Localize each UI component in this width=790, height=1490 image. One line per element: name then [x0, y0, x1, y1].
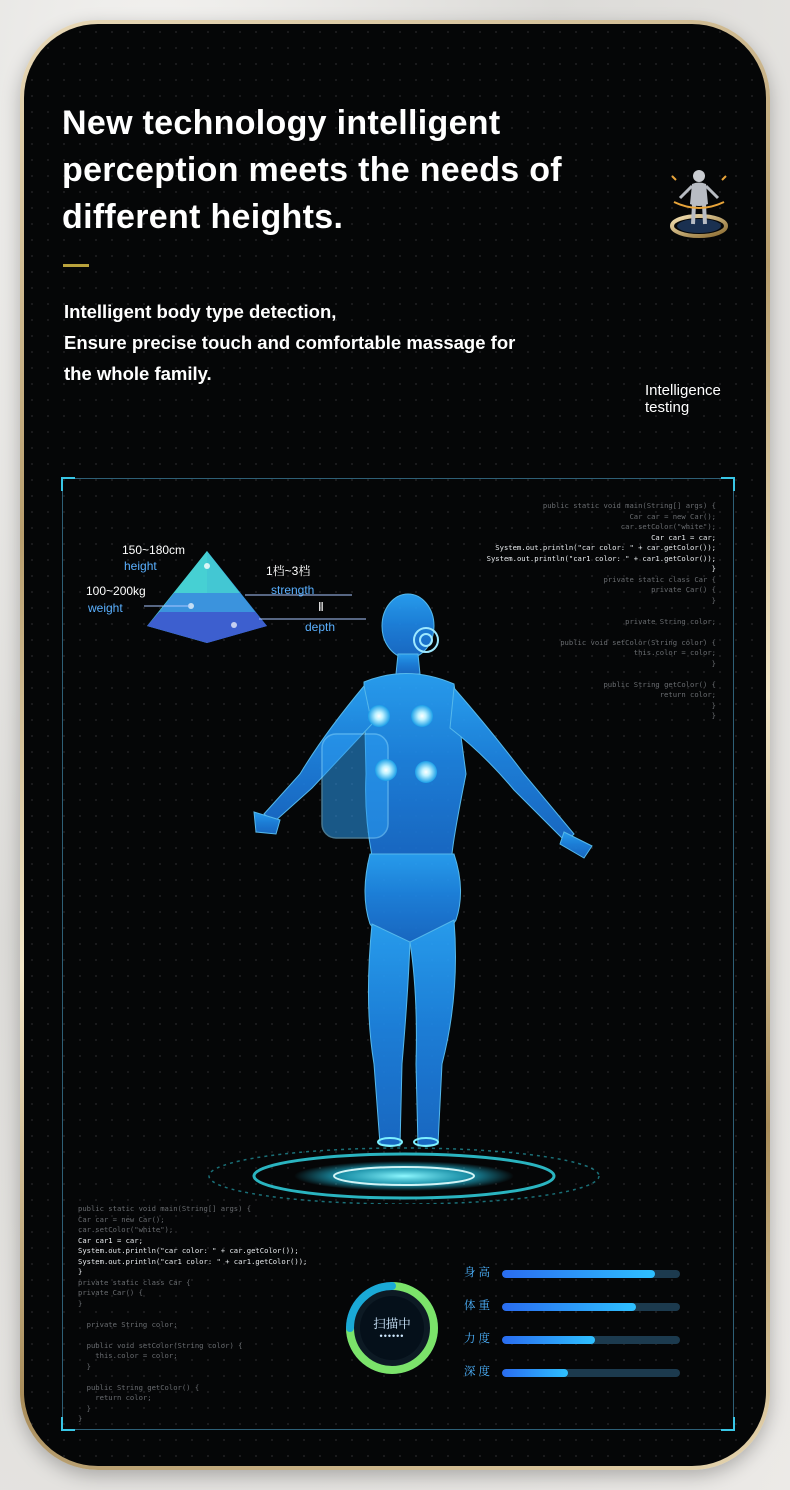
code-line	[78, 1372, 307, 1383]
weight-value: 100~200kg	[86, 584, 146, 598]
height-label: height	[124, 559, 157, 573]
headline-line-2: perception meets the needs of	[62, 151, 562, 189]
metric-row-strength: 力度	[464, 1330, 704, 1350]
code-line	[78, 1309, 307, 1320]
code-line: System.out.println("car color: " + car.getColor());	[78, 1246, 299, 1255]
code-line: }	[78, 1267, 83, 1276]
code-line: this.color = color;	[633, 648, 716, 657]
code-line: System.out.println("car1 color: " + car1.getColor());	[486, 553, 716, 563]
hologram-body-figure	[204, 564, 624, 1204]
code-line: return color;	[78, 1393, 152, 1402]
code-line: System.out.println("car1 color: " + car1.getColor());	[78, 1256, 308, 1266]
code-line: }	[78, 1403, 91, 1413]
scan-status-label: 扫描中	[373, 1317, 411, 1331]
code-line: private static class Car {	[78, 1277, 191, 1287]
metric-row-depth: 深度	[464, 1363, 704, 1383]
strength-value: 1档~3档	[266, 564, 311, 578]
code-line: return color;	[659, 690, 716, 699]
headline-line-1: New technology intelligent	[62, 104, 501, 142]
depth-value: Ⅱ	[318, 600, 324, 614]
code-line: car.setColor("white");	[78, 1225, 174, 1234]
code-line: private Car() {	[651, 585, 716, 594]
corner-marker	[61, 477, 75, 491]
code-line: Car car1 = car;	[651, 532, 716, 542]
device-screen	[24, 24, 766, 1466]
subtitle-line-2: Ensure precise touch and comfortable massage for	[64, 332, 516, 353]
scan-status	[344, 1280, 440, 1376]
code-line: }	[711, 711, 716, 720]
code-line: Car car1 = car;	[78, 1235, 143, 1245]
subtitle	[64, 296, 624, 389]
strength-label: strength	[271, 583, 315, 597]
code-line: System.out.println("car color: " + car.getColor());	[495, 543, 716, 552]
headline-line-3: different heights.	[62, 198, 344, 236]
code-line: public String getColor() {	[78, 1382, 200, 1392]
code-line: public static void main(String[] args) {	[78, 1204, 252, 1213]
code-line: }	[711, 658, 716, 668]
height-value: 150~180cm	[122, 543, 186, 557]
corner-marker	[721, 1417, 735, 1431]
metric-fill	[502, 1336, 595, 1344]
metric-fill	[502, 1270, 655, 1278]
code-line	[78, 1330, 307, 1341]
headline	[62, 100, 622, 241]
code-snippet-bottom	[78, 1204, 307, 1425]
code-line: public static void main(String[] args) {	[542, 501, 716, 510]
scan-status-dots: ••••••	[379, 1331, 405, 1341]
code-line: }	[78, 1414, 83, 1423]
body-scan-icon	[666, 164, 732, 244]
code-line: }	[711, 595, 716, 605]
code-line: Car car = new Car();	[629, 511, 716, 521]
accent-divider	[63, 264, 89, 267]
subtitle-line-1: Intelligent body type detection,	[64, 301, 337, 322]
corner-marker	[721, 477, 735, 491]
code-line: private Car() {	[78, 1288, 143, 1297]
code-line: Car car = new Car();	[78, 1214, 165, 1224]
code-line: public void setColor(String color) {	[78, 1340, 243, 1350]
metric-row-weight: 体重	[464, 1297, 704, 1317]
intelligence-testing-label: Intelligence testing	[645, 382, 721, 416]
code-line: this.color = color;	[78, 1351, 178, 1360]
code-line: }	[711, 700, 716, 710]
code-line: }	[78, 1298, 83, 1308]
weight-label: weight	[88, 601, 123, 615]
code-line: private String color;	[625, 616, 716, 626]
code-line: }	[78, 1361, 91, 1371]
code-line: public String getColor() {	[603, 679, 716, 689]
corner-marker	[61, 1417, 75, 1431]
code-line: car.setColor("white");	[620, 522, 716, 531]
code-line: private String color;	[78, 1319, 178, 1329]
metric-fill	[502, 1369, 568, 1377]
depth-label: depth	[305, 620, 336, 634]
code-line: private static class Car {	[603, 574, 716, 584]
metric-fill	[502, 1303, 636, 1311]
subtitle-line-3: the whole family.	[64, 363, 212, 384]
code-line: }	[711, 564, 716, 573]
code-line: public void setColor(String color) {	[560, 637, 716, 647]
metric-row-height: 身高	[464, 1264, 704, 1284]
